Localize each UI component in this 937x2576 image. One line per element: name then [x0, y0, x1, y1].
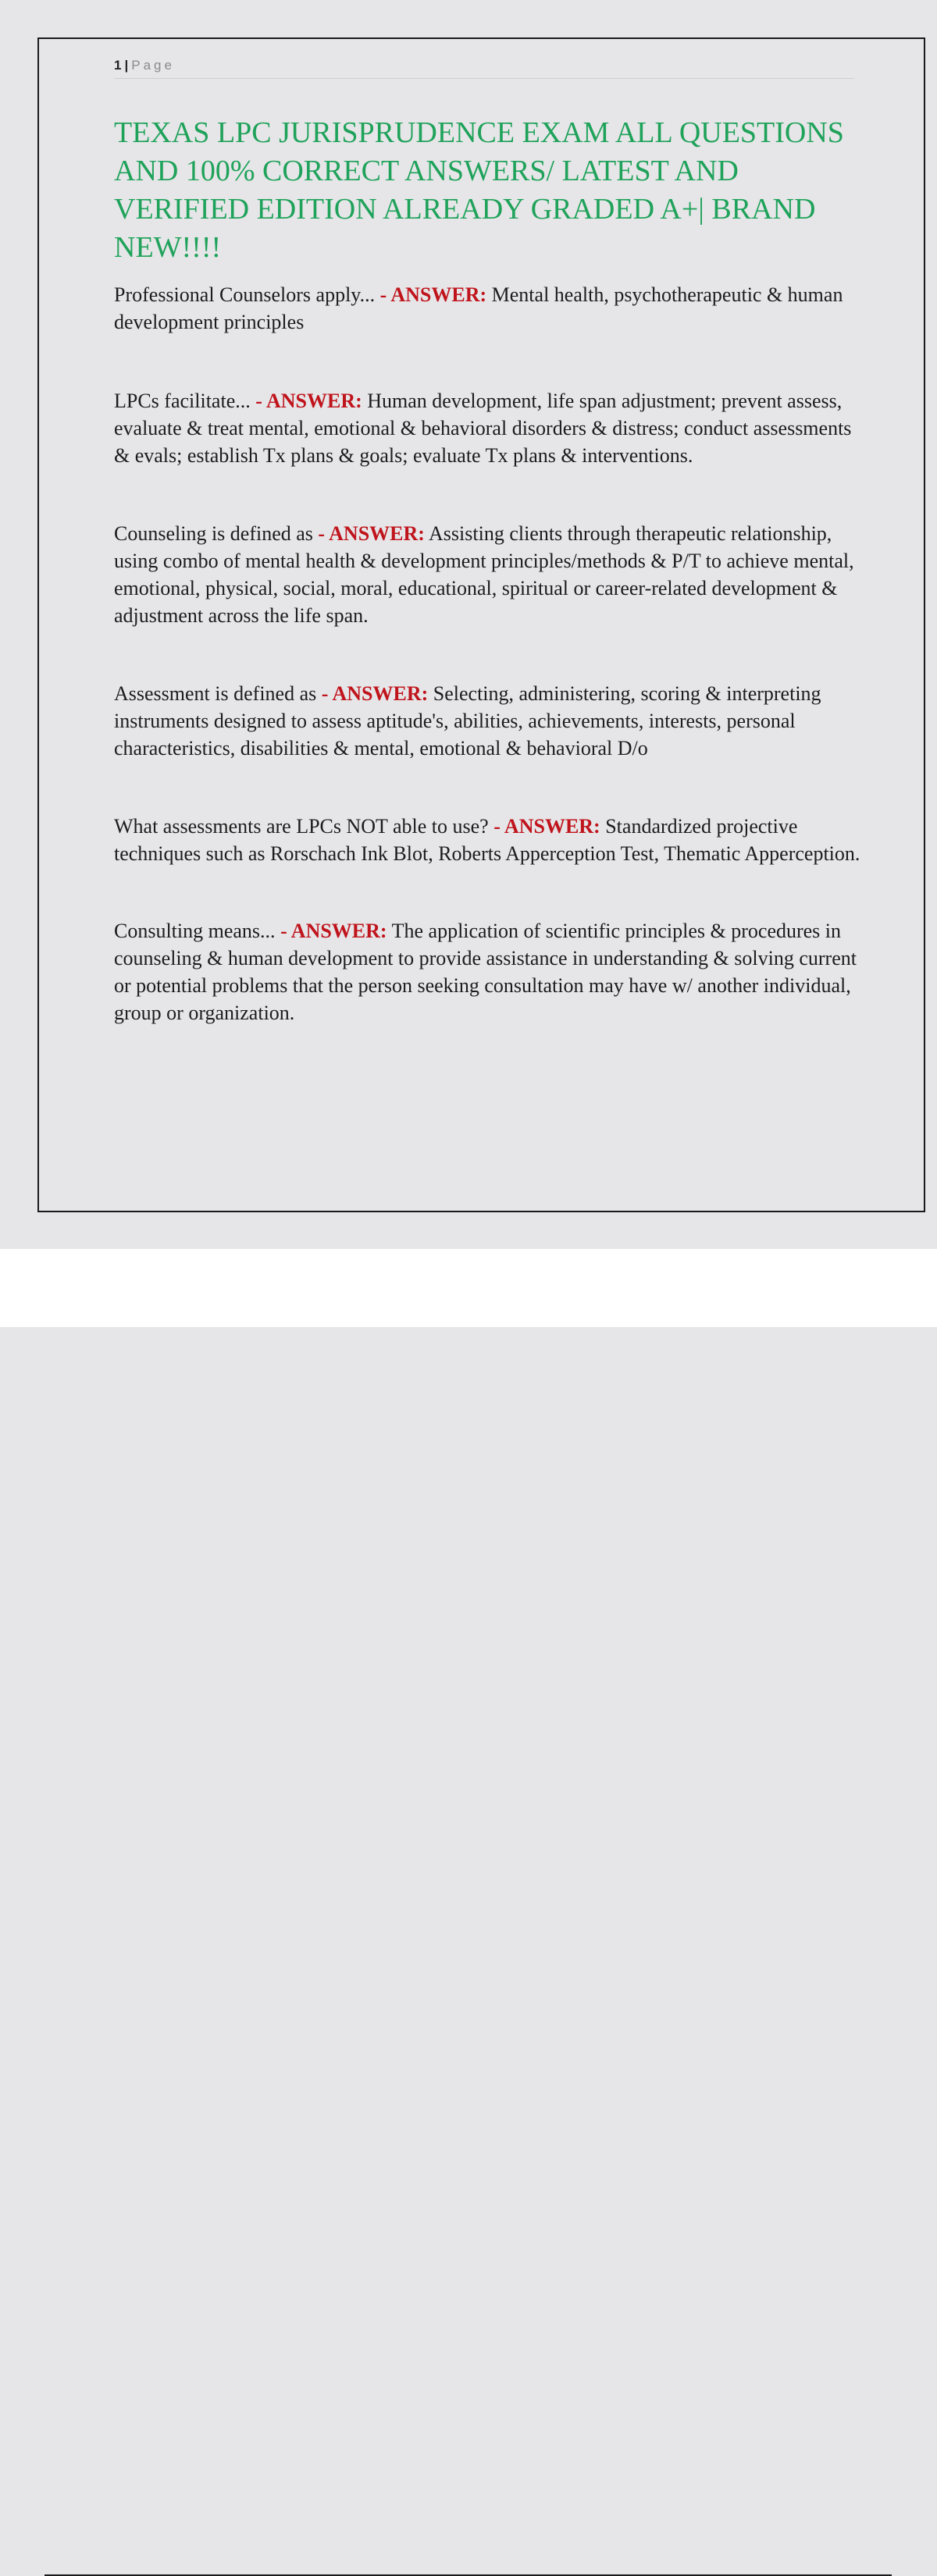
qa-item [114, 680, 864, 762]
document-title: TEXAS LPC JURISPRUDENCE EXAM ALL QUESTIONS AND 100% CORRECT ANSWERS/ LATEST AND VERIFIED EDITION ALREADY GRADED A+| BRAND NEW!!!! [114, 116, 844, 264]
qa-list [114, 281, 864, 1026]
answer-text: Assisting clients through therapeutic relationship, using combo of mental health & development principles/methods & P/T to achieve mental, emotional, physical, social, moral, educational, spiritual or career-related development & adjustment across the life span. [114, 522, 854, 627]
page-number: 1 [114, 58, 122, 73]
question-text: LPCs facilitate... [114, 390, 251, 412]
page-label: Page [131, 58, 175, 73]
page-separator: | [124, 58, 129, 73]
answer-text: Selecting, administering, scoring & interpreting instruments designed to assess aptitude's, abilities, achievements, interests, personal characteristics, disabilities & mental, emotional & behavioral D/o [114, 682, 821, 760]
answer-marker: - ANSWER: [255, 390, 362, 412]
question-text: Consulting means... [114, 920, 276, 942]
answer-text: The application of scientific principles & procedures in counseling & human development to provide assistance in understanding & solving current or potential problems that the person seeking consultation may have w/ another individual, group or organization. [114, 920, 857, 1024]
next-page-area [0, 1249, 937, 1327]
qa-item [114, 813, 864, 867]
answer-text: Human development, life span adjustment; prevent assess, evaluate & treat mental, emotional & behavioral disorders & distress; conduct assessments & evals; establish Tx plans & goals; evaluate Tx plans & interventions. [114, 390, 852, 467]
question-text: What assessments are LPCs NOT able to use? [114, 815, 489, 838]
question-text: Professional Counselors apply... [114, 283, 376, 306]
qa-item [114, 281, 864, 336]
qa-item [114, 917, 864, 1026]
question-text: Assessment is defined as [114, 682, 317, 705]
answer-marker: - ANSWER: [379, 283, 487, 306]
document-page [37, 37, 925, 1212]
answer-text: Standardized projective techniques such as Rorschach Ink Blot, Roberts Apperception Test, Thematic Apperception. [114, 815, 860, 865]
answer-marker: - ANSWER: [493, 815, 600, 838]
answer-marker: - ANSWER: [321, 682, 429, 705]
qa-item [114, 520, 864, 629]
answer-marker: - ANSWER: [318, 522, 425, 545]
qa-item [114, 387, 864, 469]
answer-marker: - ANSWER: [280, 920, 387, 942]
page-header [114, 58, 854, 79]
question-text: Counseling is defined as [114, 522, 313, 545]
answer-text: Mental health, psychotherapeutic & human development principles [114, 283, 843, 333]
